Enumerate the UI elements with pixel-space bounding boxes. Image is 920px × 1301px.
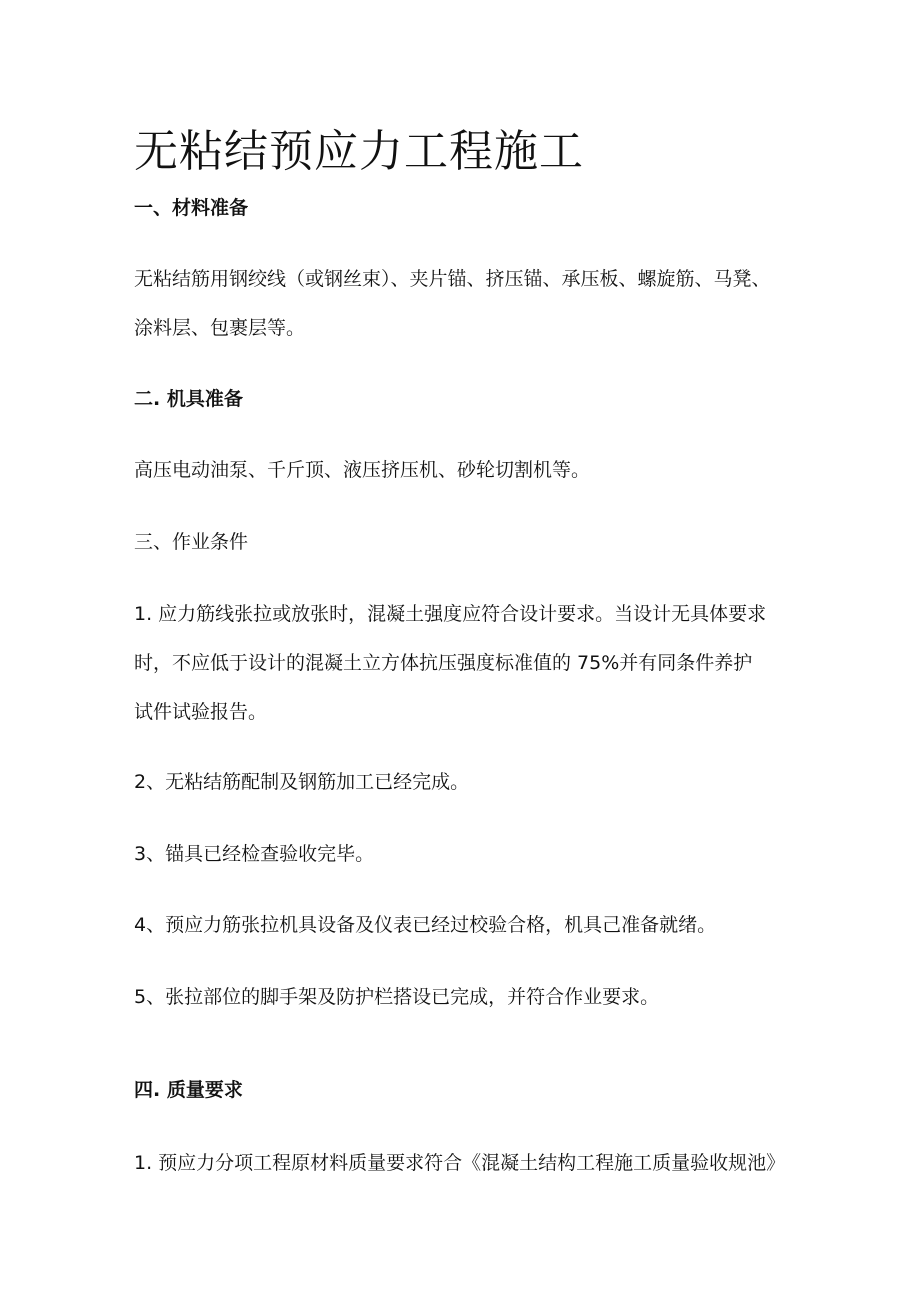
conditions-item-1-line-3: 试件试验报告。 [134, 701, 268, 723]
section-heading-quality: 四. 质量要求 [134, 1079, 243, 1101]
conditions-item-1-line-1: 1. 应力筋线张拉或放张时，混凝土强度应符合设计要求。当设计无具体要求 [134, 603, 767, 625]
equipment-paragraph: 高压电动油泵、千斤顶、液压挤压机、砂轮切割机等。 [134, 459, 591, 481]
conditions-item-5: 5、张拉部位的脚手架及防护栏搭设已完成，并符合作业要求。 [134, 986, 660, 1008]
conditions-item-4: 4、预应力筋张拉机具设备及仪表已经过校验合格，机具己准备就绪。 [134, 914, 717, 936]
section-heading-conditions: 三、作业条件 [134, 531, 249, 553]
materials-paragraph-line-2: 涂料层、包裹层等。 [134, 317, 306, 339]
section-heading-materials: 一、材料准备 [134, 197, 249, 219]
conditions-item-2: 2、无粘结筋配制及钢筋加工已经完成。 [134, 771, 470, 793]
conditions-item-3: 3、锚具已经检查验收完毕。 [134, 843, 375, 865]
quality-item-1-line-1: 1. 预应力分项工程原材料质量要求符合《混凝土结构工程施工质量验收规池》 [134, 1152, 786, 1174]
document-title: 无粘结预应力工程施工 [134, 126, 584, 177]
conditions-item-1-line-2: 时，不应低于设计的混凝土立方体抗压强度标准值的 75%并有同条件养护 [134, 652, 753, 674]
materials-paragraph-line-1: 无粘结筋用钢绞线（或钢丝束）、夹片锚、挤压锚、承压板、螺旋筋、马凳、 [134, 268, 771, 290]
section-heading-equipment: 二. 机具准备 [134, 388, 243, 410]
